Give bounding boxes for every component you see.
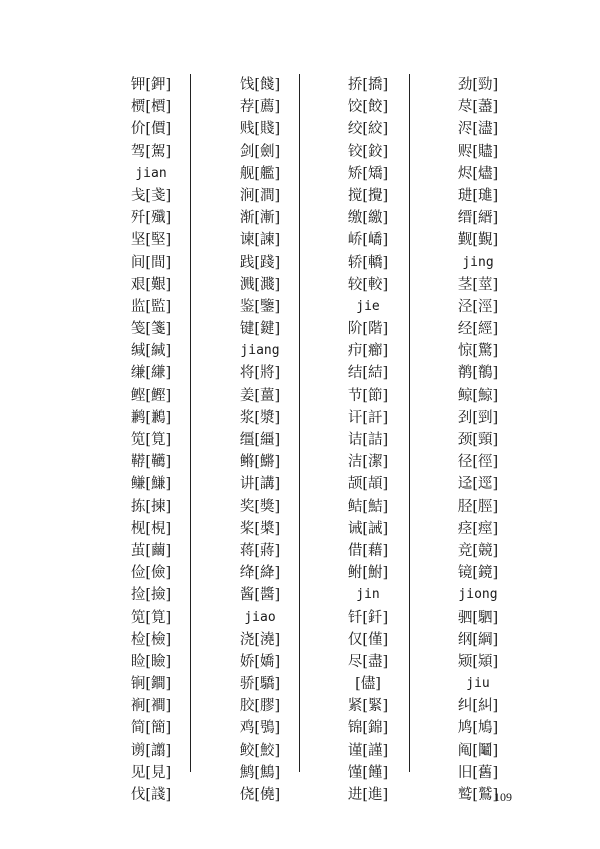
character-entry: 鞯[韉]: [130, 454, 172, 471]
character-entry: 借[藉]: [347, 542, 389, 559]
character-entry: 讲[講]: [239, 476, 281, 493]
character-entry: 侥[僥]: [239, 787, 281, 803]
character-entry: 锦[錦]: [347, 720, 389, 737]
character-entry: 烬[燼]: [457, 165, 499, 182]
pinyin-heading: jiang: [240, 343, 280, 359]
character-entry: 溅[濺]: [239, 276, 281, 293]
character-entry: 缄[緘]: [130, 343, 172, 360]
character-entry: 戋[戔]: [130, 187, 172, 204]
character-entry: 桨[槳]: [239, 520, 281, 537]
character-entry: 经[經]: [457, 321, 499, 338]
character-entry: 键[鍵]: [239, 321, 281, 338]
character-entry: 镜[鏡]: [457, 565, 499, 582]
character-entry: 价[價]: [130, 121, 172, 138]
character-entry: 鹣[鶼]: [130, 409, 172, 426]
character-entry: 茎[莖]: [457, 276, 499, 293]
character-entry: 间[間]: [130, 254, 172, 271]
character-entry: 颈[頸]: [457, 432, 499, 448]
character-entry: 检[檢]: [130, 631, 172, 648]
character-entry: 谏[諫]: [239, 232, 281, 249]
character-entry: 娇[嬌]: [239, 653, 281, 670]
character-entry: 监[監]: [130, 298, 172, 315]
character-entry: 蒋[蔣]: [239, 542, 281, 559]
character-entry: 刭[剄]: [457, 409, 499, 426]
column-rule-2: [299, 74, 300, 772]
page-number: 109: [494, 790, 512, 804]
character-entry: 竞[競]: [457, 542, 499, 559]
character-entry: 峤[嶠]: [347, 232, 389, 249]
character-entry: 鹪[鷦]: [239, 764, 281, 781]
character-entry: 谫[譾]: [130, 742, 172, 759]
character-entry: 胫[脛]: [457, 498, 499, 515]
character-entry: 歼[殲]: [130, 210, 172, 227]
pinyin-heading: jie: [356, 298, 380, 314]
character-entry: 酱[醬]: [239, 587, 281, 604]
character-entry: 较[較]: [347, 276, 389, 293]
character-entry: 尽[盡]: [347, 653, 389, 670]
character-entry: 绛[絳]: [239, 565, 281, 582]
character-entry: 鲋[鮒]: [347, 565, 389, 582]
character-entry: 劲[勁]: [457, 77, 499, 93]
character-entry: 坚[堅]: [130, 232, 172, 249]
character-entry: 鹫[鷲]: [457, 787, 499, 803]
character-entry: 讦[訐]: [347, 409, 389, 426]
character-entry: 鲣[鰹]: [130, 387, 172, 404]
character-entry: 结[結]: [347, 365, 389, 382]
character-entry: 鹡[鶺]: [457, 365, 499, 382]
column-3: [313, 74, 423, 806]
character-entry: 驷[駟]: [457, 609, 499, 626]
character-entry: 矫[矯]: [347, 165, 389, 182]
character-entry: 诫[誡]: [347, 520, 389, 537]
character-entry: 疖[癤]: [347, 343, 389, 360]
character-entry: 轿[轎]: [347, 254, 389, 271]
character-entry: 阄[鬮]: [457, 742, 499, 759]
character-entry: 仅[僅]: [347, 631, 389, 648]
character-entry: 饯[餞]: [239, 77, 281, 93]
character-entry: 胶[膠]: [239, 698, 281, 715]
character-entry: 骄[驕]: [239, 676, 281, 693]
character-entry: 旧[舊]: [457, 764, 499, 781]
character-entry: 姜[薑]: [239, 387, 281, 404]
pinyin-heading: jian: [135, 165, 167, 181]
character-entry: 颎[熲]: [457, 653, 499, 670]
character-entry: 奖[獎]: [239, 498, 281, 515]
character-entry: 舰[艦]: [239, 165, 281, 182]
character-entry: 枧[梘]: [130, 520, 172, 537]
character-entry: 伐[諓]: [130, 787, 172, 803]
character-entry: 鳒[鰜]: [130, 476, 172, 493]
character-entry: 馑[饉]: [347, 764, 389, 781]
character-entry: 缰[繮]: [239, 432, 281, 448]
character-entry: 锏[鐧]: [130, 676, 172, 693]
character-entry: 迳[逕]: [457, 476, 499, 493]
character-entry: 鲒[鮚]: [347, 498, 389, 515]
pinyin-heading: jiong: [458, 587, 498, 603]
character-entry: 紧[緊]: [347, 698, 389, 715]
character-entry: 赆[贐]: [457, 143, 499, 160]
column-rule-3: [409, 74, 410, 772]
character-entry: 搅[攪]: [347, 187, 389, 204]
pinyin-heading: jing: [462, 254, 494, 270]
character-entry: 艰[艱]: [130, 276, 172, 293]
character-entry: 进[進]: [347, 787, 389, 803]
character-entry: 捡[撿]: [130, 587, 172, 604]
character-entry: 简[簡]: [130, 720, 172, 737]
character-entry: 荩[藎]: [457, 99, 499, 116]
column-rule-1: [190, 74, 191, 772]
character-entry: 笕[筧]: [130, 432, 172, 448]
character-entry: 践[踐]: [239, 254, 281, 271]
pinyin-heading: jiao: [244, 609, 276, 625]
character-entry: 钎[釺]: [347, 609, 389, 626]
character-entry: 纲[綱]: [457, 631, 499, 648]
character-entry: 鲛[鮫]: [239, 742, 281, 759]
character-entry: 觐[覲]: [457, 232, 499, 249]
character-entry: 鉴[鑒]: [239, 298, 281, 315]
character-entry: 贱[賤]: [239, 121, 281, 138]
character-entry: 径[徑]: [457, 454, 499, 471]
character-entry: 涧[澗]: [239, 187, 281, 204]
character-entry: 谨[謹]: [347, 742, 389, 759]
character-entry: 缣[縑]: [130, 365, 172, 382]
pinyin-heading: jiu: [466, 676, 490, 692]
character-entry: 浇[澆]: [239, 631, 281, 648]
character-entry: 铰[鉸]: [347, 143, 389, 160]
character-entry: 洁[潔]: [347, 454, 389, 471]
character-entry: 颉[頡]: [347, 476, 389, 493]
character-entry: 缴[繳]: [347, 210, 389, 227]
character-entry: 缙[縉]: [457, 210, 499, 227]
column-4: [423, 74, 533, 806]
character-entry: 鸠[鳩]: [457, 720, 499, 737]
character-entry: 阶[階]: [347, 321, 389, 338]
character-entry: 琎[璡]: [457, 187, 499, 204]
character-entry: [儘]: [355, 676, 381, 693]
character-entry: 鲸[鯨]: [457, 387, 499, 404]
character-entry: 驾[駕]: [130, 143, 172, 160]
character-entry: 睑[瞼]: [130, 653, 172, 670]
character-entry: 挢[撟]: [347, 77, 389, 93]
character-entry: 鳉[鱂]: [239, 454, 281, 471]
pinyin-heading: jin: [356, 587, 380, 603]
character-entry: 拣[揀]: [130, 498, 172, 515]
character-entry: 裥[襇]: [130, 698, 172, 715]
character-entry: 浆[漿]: [239, 409, 281, 426]
character-entry: 茧[繭]: [130, 542, 172, 559]
character-entry: 惊[驚]: [457, 343, 499, 360]
character-entry: 泾[涇]: [457, 298, 499, 315]
character-entry: 渐[漸]: [239, 210, 281, 227]
character-entry: 剑[劍]: [239, 143, 281, 160]
character-entry: 俭[儉]: [130, 565, 172, 582]
character-entry: 槚[檟]: [130, 99, 172, 116]
character-entry: 节[節]: [347, 387, 389, 404]
character-entry: 见[見]: [130, 764, 172, 781]
character-entry: 纠[糾]: [457, 698, 499, 715]
character-entry: 诘[詰]: [347, 432, 389, 448]
character-entry: 鸡[鴞]: [239, 720, 281, 737]
character-entry: 荐[薦]: [239, 99, 281, 116]
character-entry: 钾[鉀]: [130, 77, 172, 93]
character-entry: 痉[痙]: [457, 520, 499, 537]
character-entry: 将[將]: [239, 365, 281, 382]
character-entry: 浕[濜]: [457, 121, 499, 138]
character-entry: 绞[絞]: [347, 121, 389, 138]
character-entry: 饺[餃]: [347, 99, 389, 116]
character-entry: 笕[筧]: [130, 609, 172, 626]
character-entry: 笺[箋]: [130, 321, 172, 338]
